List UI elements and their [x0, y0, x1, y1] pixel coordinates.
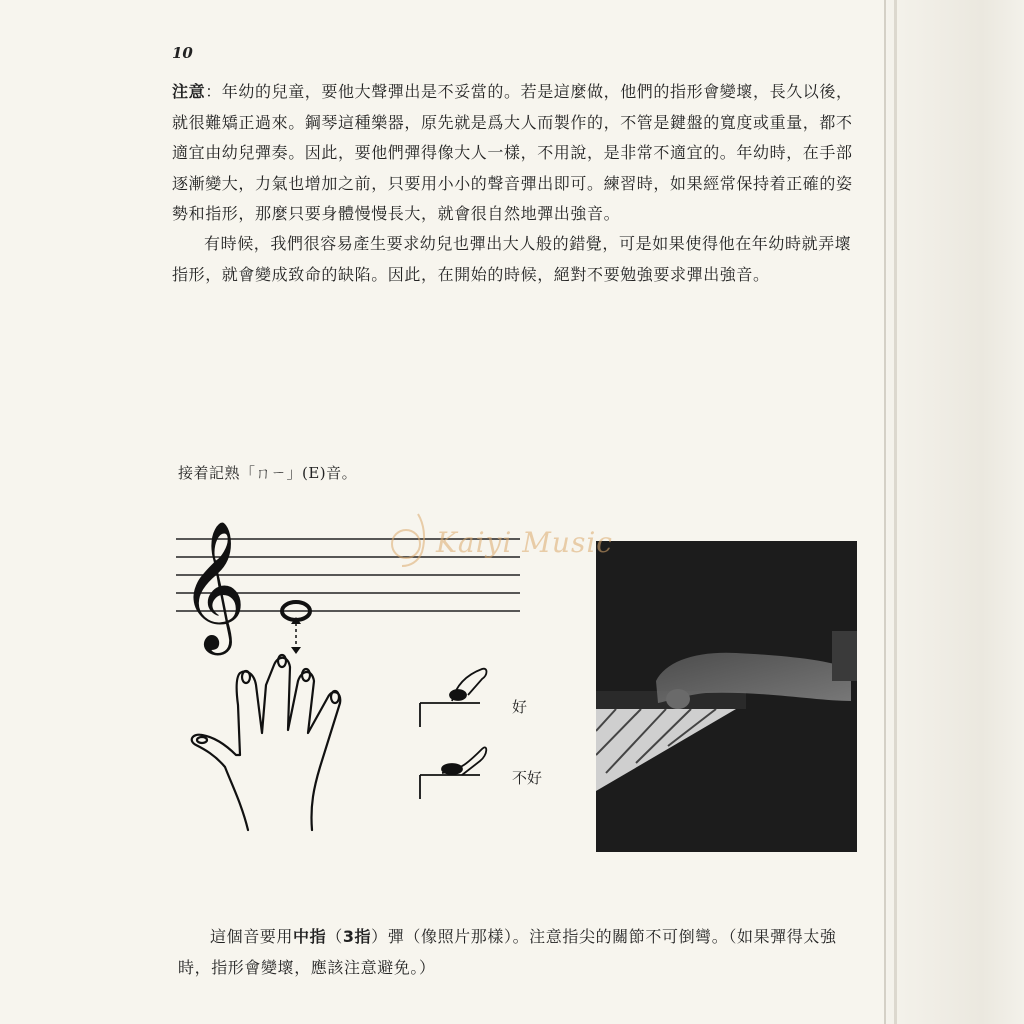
book-spine	[884, 0, 1024, 1024]
paragraph-caution	[172, 77, 862, 230]
hand-diagram	[192, 655, 341, 830]
instruction-part1: 這個音要用	[210, 927, 294, 946]
paragraph-misconception	[172, 229, 862, 290]
caution-text: ：年幼的兒童，要他大聲彈出是不妥當的。若是這麼做，他們的指形會變壞，長久以後，就很難矯正過來。鋼琴這種樂器，原先就是爲大人而製作的，不管是鍵盤的寬度或重量，都不適宜由幼兒彈奏。因此，要他們彈得像大人一樣，不用說，是非常不適宜的。年幼時，在手部逐漸變大，力氣也增加之前，只要用小小的聲音彈出即可。練習時，如果經常保持着正確的姿勢和指形，那麼只要身體慢慢長大，就會很自然地彈出強音。	[172, 82, 853, 223]
finger-number-label: 3指	[342, 927, 372, 946]
paragraph-instruction	[178, 922, 868, 983]
label-bad: 不好	[512, 769, 543, 787]
good-finger-diagram	[420, 669, 487, 727]
middle-finger-label: 中指	[293, 927, 327, 946]
page-number: 10	[172, 44, 193, 62]
instruction-part2: （	[326, 927, 343, 946]
misconception-text: 有時候，我們很容易產生要求幼兒也彈出大人般的錯覺，可是如果使得他在年幼時就弄壞指形，就會變成致命的缺陷。因此，在開始的時候，絕對不要勉強要求彈出強音。	[172, 234, 852, 284]
caption-e-note: 接着記熟「ㄇㄧ」(E)音。	[178, 464, 358, 482]
instruction-part3: ）彈（像照片那樣）。注意指尖的關節不可倒彎。（如果彈得太強時，指形會變壞，應該注意避免。）	[178, 927, 837, 977]
bad-finger-diagram	[420, 747, 486, 799]
watermark-text: Kaiyi Music	[436, 526, 613, 559]
label-good: 好	[512, 698, 528, 716]
watermark-logo-icon	[388, 510, 438, 570]
caution-lead: 注意	[172, 82, 206, 101]
treble-clef-icon: 𝄞	[180, 520, 247, 650]
piano-hand-photo	[596, 541, 857, 852]
